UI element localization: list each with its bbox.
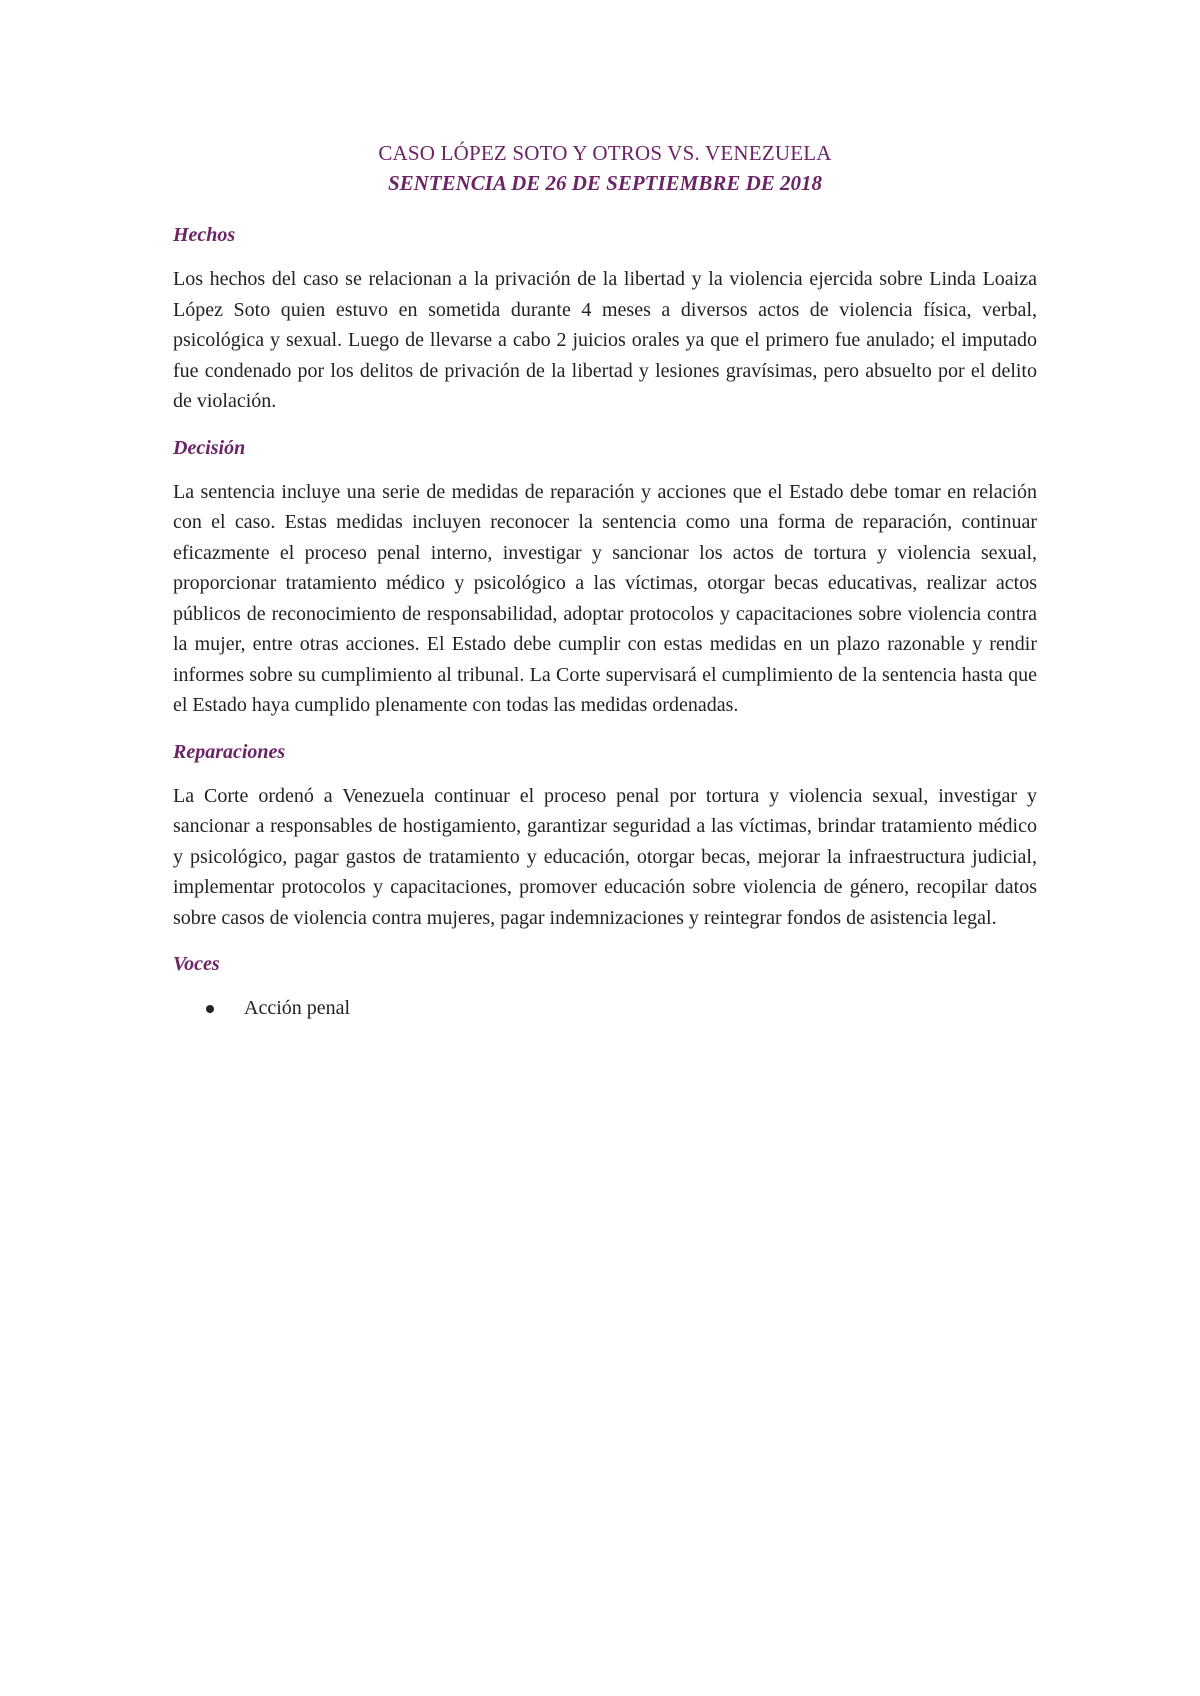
section-voces: [173, 951, 1037, 1023]
list-item: [206, 993, 1037, 1023]
paragraph-decision: La sentencia incluye una serie de medidas de reparación y acciones que el Estado debe tomar en relación con el caso. Estas medidas incluyen reconocer la sentencia como una forma de reparación, continuar eficazmente el proceso penal interno, investigar y sancionar los actos de tortura y violencia sexual, proporcionar tratamiento médico y psicológico a las víctimas, otorgar becas educativas, realizar actos públicos de reconocimiento de responsabilidad, adoptar protocolos y capacitaciones sobre violencia contra la mujer, entre otras acciones. El Estado debe cumplir con estas medidas en un plazo razonable y rendir informes sobre su cumplimiento al tribunal. La Corte supervisará el cumplimiento de la sentencia hasta que el Estado haya cumplido plenamente con todas las medidas ordenadas.: [173, 480, 1037, 716]
section-hechos: [173, 222, 1037, 417]
heading-hechos: Hechos: [173, 224, 236, 246]
title-block: [173, 138, 1037, 198]
bullet-icon: [206, 1005, 214, 1013]
heading-voces: Voces: [173, 953, 220, 975]
section-reparaciones: [173, 739, 1037, 934]
voces-list: [173, 993, 1037, 1023]
heading-reparaciones: Reparaciones: [173, 740, 286, 763]
paragraph-hechos: Los hechos del caso se relacionan a la privación de la libertad y la violencia ejercida sobre Linda Loaiza López Soto quien estuvo en sometida durante 4 meses a diversos actos de violencia física, verbal, psicológica y sexual. Luego de llevarse a cabo 2 juicios orales ya que el primero fue anulado; el imputado fue condenado por los delitos de privación de la libertad y lesiones gravísimas, pero absuelto por el delito de violación.: [173, 268, 1037, 412]
section-decision: [173, 435, 1037, 721]
document-page: [173, 138, 1037, 1023]
paragraph-reparaciones: La Corte ordenó a Venezuela continuar el proceso penal por tortura y violencia sexual, investigar y sancionar a responsables de hostigamiento, garantizar seguridad a las víctimas, brindar tratamiento médico y psicológico, pagar gastos de tratamiento y educación, otorgar becas, mejorar la infraestructura judicial, implementar protocolos y capacitaciones, promover educación sobre violencia de género, recopilar datos sobre casos de violencia contra mujeres, pagar indemnizaciones y reintegrar fondos de asistencia legal.: [173, 784, 1037, 929]
list-item-label: Acción penal: [244, 997, 351, 1019]
document-subtitle: SENTENCIA DE 26 DE SEPTIEMBRE DE 2018: [387, 171, 823, 195]
heading-decision: Decisión: [173, 436, 246, 459]
document-title: CASO LÓPEZ SOTO Y OTROS VS. VENEZUELA: [378, 141, 832, 165]
